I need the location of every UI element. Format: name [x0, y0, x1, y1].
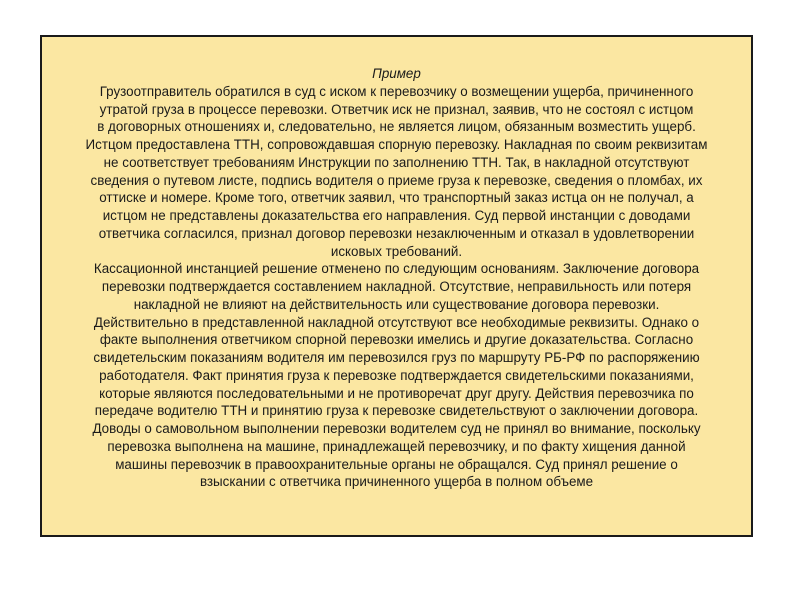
text-line: Истцом предоставлена ТТН, сопровождавшая спорную перевозку. Накладная по своим реквизитам	[85, 137, 708, 152]
text-line: машины перевозчик в правоохранительные органы не обращался. Суд принял решение о	[115, 456, 678, 472]
text-line: Действительно в представленной накладной отсутствуют все необходимые реквизиты. Однако о	[93, 314, 700, 330]
text-line: перевозки подтверждается составлением накладной. Отсутствие, неправильность или потеря	[101, 279, 692, 294]
case-facts-paragraph	[50, 83, 743, 261]
text-line: ответчика согласился, признал договор перевозки незаключенным и отказал в удовлетворении	[98, 225, 695, 241]
text-line: истцом не представлены доказательства его направления. Суд первой инстанции с доводами	[102, 208, 691, 223]
text-line: перевозка выполнена на машине, принадлежащей перевозчику, и по факту хищения данной	[107, 438, 686, 454]
text-line: передаче водителю ТТН и принятию груза к перевозке свидетельствуют о заключении договора.	[94, 403, 699, 419]
cassation-ruling-paragraph	[50, 260, 743, 491]
text-line: Доводы о самовольном выполнении перевозки водителем суд не принял во внимание, поскольку	[92, 421, 701, 436]
text-line: Грузоотправитель обратился в суд с иском к перевозчику о возмещении ущерба, причиненного	[99, 83, 694, 99]
text-line: не соответствует требованиям Инструкции по заполнению ТТН. Так, в накладной отсутствуют	[103, 154, 690, 170]
text-line: свидетельским показаниям водителя им перевозился груз по маршруту РБ-РФ по распоряжению	[93, 350, 700, 365]
text-line: сведения о путевом листе, подпись водителя о приеме груза к перевозке, сведения о пломбах, их	[90, 172, 703, 188]
text-line: накладной не влияют на действительность или существование договора перевозки.	[133, 296, 660, 312]
text-line: утратой груза в процессе перевозки. Ответчик иск не признал, заявив, что не состоял с истцом	[99, 101, 694, 117]
text-line: оттиске и номере. Кроме того, ответчик заявил, что транспортный заказ истца он не получал, а	[99, 190, 694, 206]
text-line: Кассационной инстанцией решение отменено по следующим основаниям. Заключение договора	[93, 261, 700, 277]
example-text-box	[40, 35, 753, 537]
text-line: в договорных отношениях и, следовательно, не является лицом, обязанным возместить ущерб.	[97, 119, 696, 135]
text-line: факте выполнения ответчиком спорной перевозки имелись и другие доказательства. Согласно	[99, 332, 694, 348]
text-line: работодателя. Факт принятия груза к перевозке подтверждается свидетельскими показаниями,	[99, 367, 694, 383]
text-line: исковых требований.	[330, 243, 463, 259]
example-heading: Пример	[372, 66, 421, 81]
text-line: которые являются последовательными и не противоречат друг другу. Действия перевозчика по	[99, 385, 694, 401]
text-line: взыскании с ответчика причиненного ущерба в полном объеме	[199, 474, 594, 490]
